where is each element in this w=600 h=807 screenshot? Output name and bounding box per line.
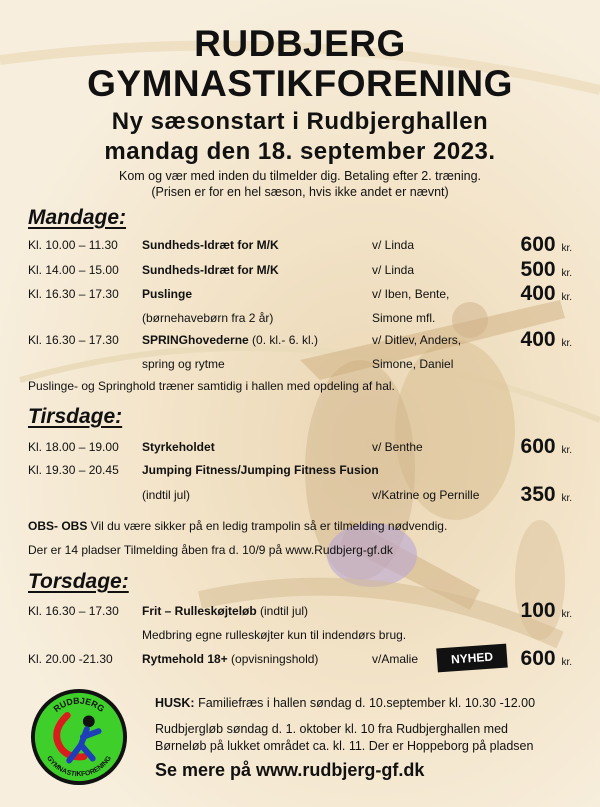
- schedule-row: [28, 259, 576, 281]
- row-time: Kl. 16.30 – 17.30: [28, 333, 119, 347]
- row-activity: Frit – Rulleskøjteløb: [142, 604, 257, 618]
- row-activity: Sundheds-Idræt for M/K: [142, 263, 279, 277]
- price-unit: kr.: [561, 657, 572, 668]
- price-unit: kr.: [561, 338, 572, 349]
- row-activity-detail: (opvisningshold): [227, 652, 319, 666]
- row-time: Kl. 16.30 – 17.30: [28, 604, 119, 618]
- row-price: 350: [520, 483, 556, 506]
- row-instructor: Simone mfl.: [372, 311, 436, 325]
- schedule-row: [28, 283, 576, 305]
- subtitle-line-1: Ny sæsonstart i Rudbjerghallen: [111, 108, 489, 135]
- row-time: Kl. 20.00 -21.30: [28, 652, 113, 666]
- nyhed-badge: NYHED: [436, 644, 508, 673]
- footer-line-3: Børneløb på lukket området ca. kl. 11. Der er Hoppeborg på pladsen: [155, 739, 534, 753]
- row-price: 600: [520, 647, 556, 670]
- row-instructor: v/ Iben, Bente,: [372, 287, 450, 301]
- row-price: 400: [520, 282, 556, 305]
- row-price: 500: [520, 258, 556, 281]
- row-activity-detail: (0. kl.- 6. kl.): [248, 333, 319, 347]
- tirsdage-obs-note: [28, 516, 447, 536]
- section-heading-tirsdage: Tirsdage:: [28, 405, 123, 428]
- row-price: 100: [520, 599, 556, 622]
- row-activity: Puslinge: [142, 287, 193, 301]
- row-instructor: v/ Linda: [372, 238, 415, 252]
- husk-label: HUSK:: [155, 696, 195, 710]
- row-activity: Sundheds-Idræt for M/K: [142, 238, 279, 252]
- schedule-row-continued: [28, 484, 576, 506]
- row-instructor: Simone, Daniel: [372, 357, 454, 371]
- price-unit: kr.: [561, 268, 572, 279]
- row-price: 600: [520, 435, 556, 458]
- row-activity-detail: Medbring egne rulleskøjter kun til indendørs brug.: [142, 628, 407, 642]
- row-instructor: v/ Linda: [372, 263, 415, 277]
- title-line-2: GYMNASTIKFORENING: [87, 63, 513, 104]
- schedule-row-continued: [28, 624, 576, 646]
- intro-text-1: Kom og vær med inden du tilmelder dig. Betaling efter 2. træning.: [119, 169, 481, 183]
- row-activity: Rytmehold 18+: [142, 652, 228, 666]
- row-activity: SPRINGhovederne: [142, 333, 249, 347]
- logo-text-bottom: GYMNASTIKFORENING: [45, 754, 113, 779]
- club-logo-icon: [30, 688, 128, 786]
- row-time: Kl. 19.30 – 20.45: [28, 463, 119, 477]
- schedule-row: [28, 600, 576, 622]
- row-time: Kl. 16.30 – 17.30: [28, 287, 119, 301]
- price-unit: kr.: [561, 243, 572, 254]
- row-time: Kl. 14.00 – 15.00: [28, 263, 119, 277]
- logo-text-top: RUDBJERG: [51, 695, 107, 714]
- price-unit: kr.: [561, 609, 572, 620]
- obs-text: Vil du være sikker på en ledig trampolin så er tilmelding nødvendig.: [87, 519, 448, 533]
- row-activity-detail: (indtil jul): [256, 604, 309, 618]
- footer-line-2: Rudbjergløb søndag d. 1. oktober kl. 10 fra Rudbjerghallen med: [155, 722, 508, 736]
- price-unit: kr.: [561, 493, 572, 504]
- section-heading-torsdage: Torsdage:: [28, 570, 129, 593]
- schedule-row: [28, 329, 576, 351]
- mandage-note: Puslinge- og Springhold træner samtidig i hallen med opdeling af hal.: [28, 379, 395, 393]
- intro-text-2: (Prisen er for en hel sæson, hvis ikke andet er nævnt): [151, 185, 449, 199]
- row-activity: Jumping Fitness/Jumping Fitness Fusion: [142, 463, 379, 477]
- subtitle-line-2: mandag den 18. september 2023.: [104, 138, 496, 165]
- price-unit: kr.: [561, 445, 572, 456]
- row-instructor: v/Amalie: [372, 652, 419, 666]
- husk-line: [155, 694, 535, 712]
- schedule-row: [28, 436, 576, 458]
- row-price: 600: [520, 233, 556, 256]
- schedule-row: [28, 459, 576, 481]
- husk-text: Familiefræs i hallen søndag d. 10.september kl. 10.30 -12.00: [194, 696, 536, 710]
- price-unit: kr.: [561, 292, 572, 303]
- row-activity: Styrkeholdet: [142, 440, 215, 454]
- row-time: Kl. 18.00 – 19.00: [28, 440, 119, 454]
- title-line-1: RUDBJERG: [194, 23, 406, 64]
- tirsdage-signup-note: Der er 14 pladser Tilmelding åben fra d. 10/9 på www.Rudbjerg-gf.dk: [28, 543, 393, 557]
- row-activity-detail: (indtil jul): [142, 488, 191, 502]
- row-price: 400: [520, 328, 556, 351]
- obs-label: OBS- OBS: [28, 519, 88, 533]
- row-activity-detail: spring og rytme: [142, 357, 225, 371]
- schedule-row: [28, 234, 576, 256]
- row-instructor: v/Katrine og Pernille: [372, 488, 480, 502]
- website-link[interactable]: Se mere på www.rudbjerg-gf.dk: [155, 760, 425, 780]
- row-activity-detail: (børnehavebørn fra 2 år): [142, 311, 274, 325]
- row-time: Kl. 10.00 – 11.30: [28, 238, 118, 252]
- schedule-row-continued: [28, 353, 576, 375]
- section-heading-mandage: Mandage:: [28, 206, 127, 229]
- row-instructor: v/ Benthe: [372, 440, 423, 454]
- row-instructor: v/ Ditlev, Anders,: [372, 333, 462, 347]
- schedule-row-continued: [28, 307, 576, 329]
